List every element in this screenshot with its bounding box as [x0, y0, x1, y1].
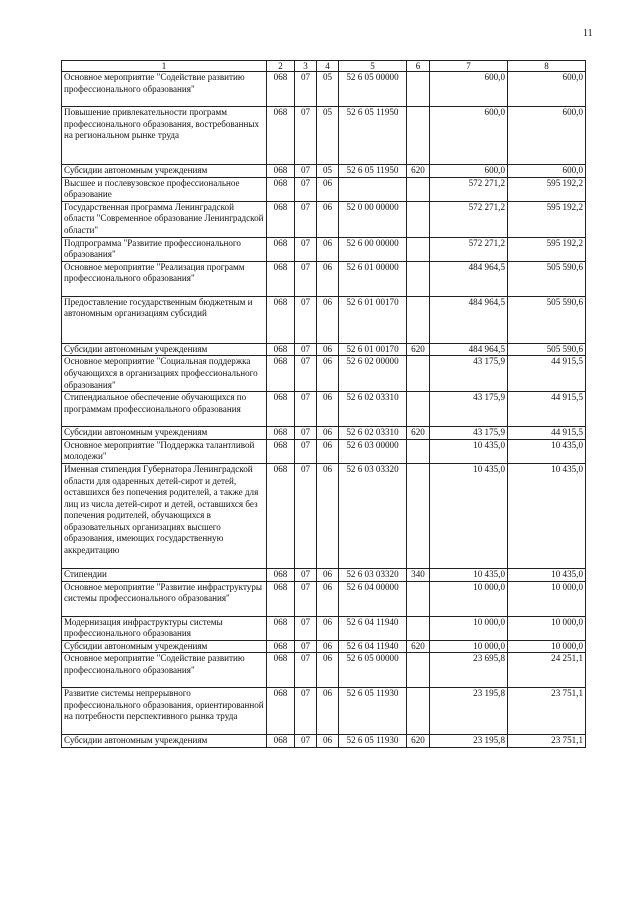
cell-c4: 06: [317, 735, 339, 748]
cell-c7: 10 435,0: [430, 463, 508, 568]
cell-c6: [407, 296, 430, 343]
cell-c4: 06: [317, 616, 339, 640]
cell-c4: 06: [317, 581, 339, 616]
table-row: [62, 392, 586, 427]
row-name-cell: Высшее и послевузовское профессиональное образование: [62, 177, 267, 201]
cell-c3: 07: [295, 343, 317, 356]
cell-c8: 600,0: [508, 107, 586, 165]
cell-c3: 07: [295, 261, 317, 296]
table-row: [62, 177, 586, 201]
cell-c5: 52 6 01 00000: [339, 261, 407, 296]
row-name-cell: Государственная программа Ленинградской области "Современное образование Ленинградской области": [62, 201, 267, 237]
row-name-cell: Развитие системы непрерывного профессионального образования, ориентированной на потребности перспективного рынка труда: [62, 688, 267, 735]
cell-c6: [407, 177, 430, 201]
cell-c8: 24 251,1: [508, 653, 586, 688]
cell-c2: 068: [267, 653, 295, 688]
cell-c2: 068: [267, 616, 295, 640]
row-name-cell: Стипендии: [62, 568, 267, 581]
cell-c4: 06: [317, 296, 339, 343]
cell-c8: 505 590,6: [508, 343, 586, 356]
cell-c5: 52 6 05 00000: [339, 72, 407, 107]
cell-c6: 620: [407, 735, 430, 748]
cell-c2: 068: [267, 237, 295, 261]
table-row: [62, 568, 586, 581]
cell-c3: 07: [295, 107, 317, 165]
row-name-cell: Модернизация инфраструктуры системы профессионального образования: [62, 616, 267, 640]
cell-c7: 484 964,5: [430, 296, 508, 343]
table-row: [62, 72, 586, 107]
cell-c8: 23 751,1: [508, 688, 586, 735]
cell-c5: 52 6 04 11940: [339, 616, 407, 640]
cell-c3: 07: [295, 356, 317, 392]
cell-c6: 620: [407, 427, 430, 440]
cell-c8: 44 915,5: [508, 427, 586, 440]
row-name-cell: Субсидии автономным учреждениям: [62, 427, 267, 440]
cell-c2: 068: [267, 688, 295, 735]
column-header: 2: [267, 61, 295, 72]
cell-c2: 068: [267, 392, 295, 427]
cell-c3: 07: [295, 463, 317, 568]
cell-c8: 23 751,1: [508, 735, 586, 748]
row-name-cell: Субсидии автономным учреждениям: [62, 343, 267, 356]
cell-c3: 07: [295, 439, 317, 463]
cell-c5: 52 6 04 11940: [339, 640, 407, 653]
cell-c5: 52 6 01 00170: [339, 296, 407, 343]
column-header: 1: [62, 61, 267, 72]
cell-c6: [407, 653, 430, 688]
cell-c5: 52 6 03 00000: [339, 439, 407, 463]
cell-c4: 06: [317, 356, 339, 392]
cell-c6: [407, 392, 430, 427]
cell-c2: 068: [267, 581, 295, 616]
table-row: [62, 343, 586, 356]
cell-c6: 620: [407, 640, 430, 653]
cell-c7: 43 175,9: [430, 356, 508, 392]
cell-c7: 23 195,8: [430, 688, 508, 735]
cell-c7: 600,0: [430, 107, 508, 165]
cell-c7: 10 435,0: [430, 568, 508, 581]
table-row: [62, 296, 586, 343]
cell-c8: 10 435,0: [508, 568, 586, 581]
cell-c3: 07: [295, 165, 317, 178]
cell-c3: 07: [295, 735, 317, 748]
cell-c4: 06: [317, 261, 339, 296]
cell-c2: 068: [267, 107, 295, 165]
cell-c2: 068: [267, 463, 295, 568]
cell-c7: 23 695,8: [430, 653, 508, 688]
cell-c5: 52 6 04 00000: [339, 581, 407, 616]
cell-c4: 06: [317, 177, 339, 201]
cell-c4: 06: [317, 343, 339, 356]
column-header: 7: [430, 61, 508, 72]
cell-c4: 06: [317, 201, 339, 237]
column-header: 4: [317, 61, 339, 72]
cell-c6: [407, 688, 430, 735]
cell-c3: 07: [295, 568, 317, 581]
cell-c4: 06: [317, 653, 339, 688]
cell-c6: [407, 439, 430, 463]
cell-c2: 068: [267, 296, 295, 343]
cell-c7: 600,0: [430, 72, 508, 107]
cell-c7: 600,0: [430, 165, 508, 178]
cell-c5: 52 6 05 11950: [339, 165, 407, 178]
cell-c7: 10 000,0: [430, 616, 508, 640]
cell-c5: 52 6 00 00000: [339, 237, 407, 261]
cell-c8: 595 192,2: [508, 201, 586, 237]
row-name-cell: Субсидии автономным учреждениям: [62, 735, 267, 748]
table-row: [62, 735, 586, 748]
cell-c4: 06: [317, 392, 339, 427]
cell-c6: [407, 356, 430, 392]
column-header: 6: [407, 61, 430, 72]
cell-c2: 068: [267, 343, 295, 356]
budget-table: [61, 60, 586, 748]
cell-c2: 068: [267, 439, 295, 463]
row-name-cell: Субсидии автономным учреждениям: [62, 640, 267, 653]
cell-c5: 52 6 05 11950: [339, 107, 407, 165]
cell-c5: [339, 177, 407, 201]
cell-c8: 505 590,6: [508, 296, 586, 343]
table-row: [62, 107, 586, 165]
cell-c8: 10 000,0: [508, 640, 586, 653]
cell-c2: 068: [267, 72, 295, 107]
cell-c5: 52 6 03 03320: [339, 568, 407, 581]
cell-c5: 52 0 00 00000: [339, 201, 407, 237]
row-name-cell: Основное мероприятие "Реализация программ профессионального образования": [62, 261, 267, 296]
cell-c4: 06: [317, 688, 339, 735]
cell-c2: 068: [267, 177, 295, 201]
cell-c7: 572 271,2: [430, 201, 508, 237]
cell-c6: 340: [407, 568, 430, 581]
row-name-cell: Повышение привлекательности программ профессионального образования, востребованных на региональном рынке труда: [62, 107, 267, 165]
cell-c5: 52 6 02 03310: [339, 427, 407, 440]
table-row: [62, 427, 586, 440]
cell-c6: [407, 581, 430, 616]
cell-c3: 07: [295, 296, 317, 343]
cell-c7: 10 000,0: [430, 640, 508, 653]
cell-c7: 572 271,2: [430, 237, 508, 261]
cell-c6: [407, 107, 430, 165]
cell-c4: 06: [317, 640, 339, 653]
cell-c5: 52 6 05 11930: [339, 735, 407, 748]
cell-c2: 068: [267, 568, 295, 581]
table-row: [62, 688, 586, 735]
cell-c5: 52 6 05 00000: [339, 653, 407, 688]
cell-c6: [407, 261, 430, 296]
cell-c4: 05: [317, 107, 339, 165]
cell-c6: [407, 201, 430, 237]
row-name-cell: Основное мероприятие "Социальная поддержка обучающихся в организациях профессионального образования": [62, 356, 267, 392]
cell-c6: 620: [407, 165, 430, 178]
cell-c4: 06: [317, 463, 339, 568]
row-name-cell: Основное мероприятие "Развитие инфраструктуры системы профессионального образования": [62, 581, 267, 616]
cell-c4: 06: [317, 568, 339, 581]
cell-c6: [407, 72, 430, 107]
cell-c5: 52 6 03 03320: [339, 463, 407, 568]
cell-c8: 505 590,6: [508, 261, 586, 296]
row-name-cell: Субсидии автономным учреждениям: [62, 165, 267, 178]
cell-c8: 595 192,2: [508, 177, 586, 201]
cell-c3: 07: [295, 392, 317, 427]
table-row: [62, 653, 586, 688]
row-name-cell: Именная стипендия Губернатора Ленинградской области для одаренных детей-сирот и детей, оставшихся без попечения родителей, а также для лиц из числа детей-сирот и детей, оставшихся без попечения родителей, обучающихся в образовательных организациях высшего образования, имеющих государственную аккредитацию: [62, 463, 267, 568]
cell-c2: 068: [267, 165, 295, 178]
cell-c5: 52 6 02 00000: [339, 356, 407, 392]
cell-c3: 07: [295, 72, 317, 107]
cell-c4: 05: [317, 165, 339, 178]
cell-c3: 07: [295, 177, 317, 201]
cell-c4: 06: [317, 439, 339, 463]
cell-c2: 068: [267, 427, 295, 440]
header-row: [62, 61, 586, 72]
row-name-cell: Стипендиальное обеспечение обучающихся по программам профессионального образования: [62, 392, 267, 427]
cell-c3: 07: [295, 427, 317, 440]
cell-c6: [407, 237, 430, 261]
cell-c4: 05: [317, 72, 339, 107]
cell-c2: 068: [267, 735, 295, 748]
cell-c8: 10 000,0: [508, 616, 586, 640]
row-name-cell: Основное мероприятие "Содействие развитию профессионального образования": [62, 72, 267, 107]
cell-c3: 07: [295, 201, 317, 237]
cell-c8: 600,0: [508, 165, 586, 178]
cell-c8: 595 192,2: [508, 237, 586, 261]
cell-c2: 068: [267, 201, 295, 237]
table-row: [62, 581, 586, 616]
table-row: [62, 165, 586, 178]
cell-c7: 484 964,5: [430, 343, 508, 356]
cell-c6: [407, 616, 430, 640]
cell-c7: 43 175,9: [430, 427, 508, 440]
cell-c2: 068: [267, 640, 295, 653]
cell-c6: 620: [407, 343, 430, 356]
table-row: [62, 356, 586, 392]
table-row: [62, 201, 586, 237]
row-name-cell: Основное мероприятие "Содействие развитию профессионального образования": [62, 653, 267, 688]
cell-c7: 10 435,0: [430, 439, 508, 463]
cell-c7: 10 000,0: [430, 581, 508, 616]
cell-c8: 44 915,5: [508, 356, 586, 392]
cell-c7: 572 271,2: [430, 177, 508, 201]
table-row: [62, 261, 586, 296]
cell-c7: 484 964,5: [430, 261, 508, 296]
page-number: 11: [583, 28, 593, 39]
row-name-cell: Предоставление государственным бюджетным и автономным организациям субсидий: [62, 296, 267, 343]
row-name-cell: Основное мероприятие "Поддержка талантливой молодежи": [62, 439, 267, 463]
cell-c8: 10 000,0: [508, 581, 586, 616]
cell-c8: 10 435,0: [508, 463, 586, 568]
row-name-cell: Подпрограмма "Развитие профессионального образования": [62, 237, 267, 261]
cell-c7: 43 175,9: [430, 392, 508, 427]
cell-c3: 07: [295, 653, 317, 688]
column-header: 8: [508, 61, 586, 72]
cell-c2: 068: [267, 356, 295, 392]
table-row: [62, 463, 586, 568]
cell-c3: 07: [295, 616, 317, 640]
cell-c3: 07: [295, 237, 317, 261]
cell-c3: 07: [295, 581, 317, 616]
column-header: 3: [295, 61, 317, 72]
cell-c8: 10 435,0: [508, 439, 586, 463]
table-row: [62, 439, 586, 463]
cell-c7: 23 195,8: [430, 735, 508, 748]
cell-c3: 07: [295, 688, 317, 735]
cell-c4: 06: [317, 237, 339, 261]
cell-c8: 44 915,5: [508, 392, 586, 427]
cell-c5: 52 6 01 00170: [339, 343, 407, 356]
cell-c3: 07: [295, 640, 317, 653]
cell-c6: [407, 463, 430, 568]
cell-c8: 600,0: [508, 72, 586, 107]
table-row: [62, 616, 586, 640]
cell-c5: 52 6 05 11930: [339, 688, 407, 735]
cell-c2: 068: [267, 261, 295, 296]
table-row: [62, 237, 586, 261]
cell-c4: 06: [317, 427, 339, 440]
table-row: [62, 640, 586, 653]
cell-c5: 52 6 02 03310: [339, 392, 407, 427]
column-header: 5: [339, 61, 407, 72]
